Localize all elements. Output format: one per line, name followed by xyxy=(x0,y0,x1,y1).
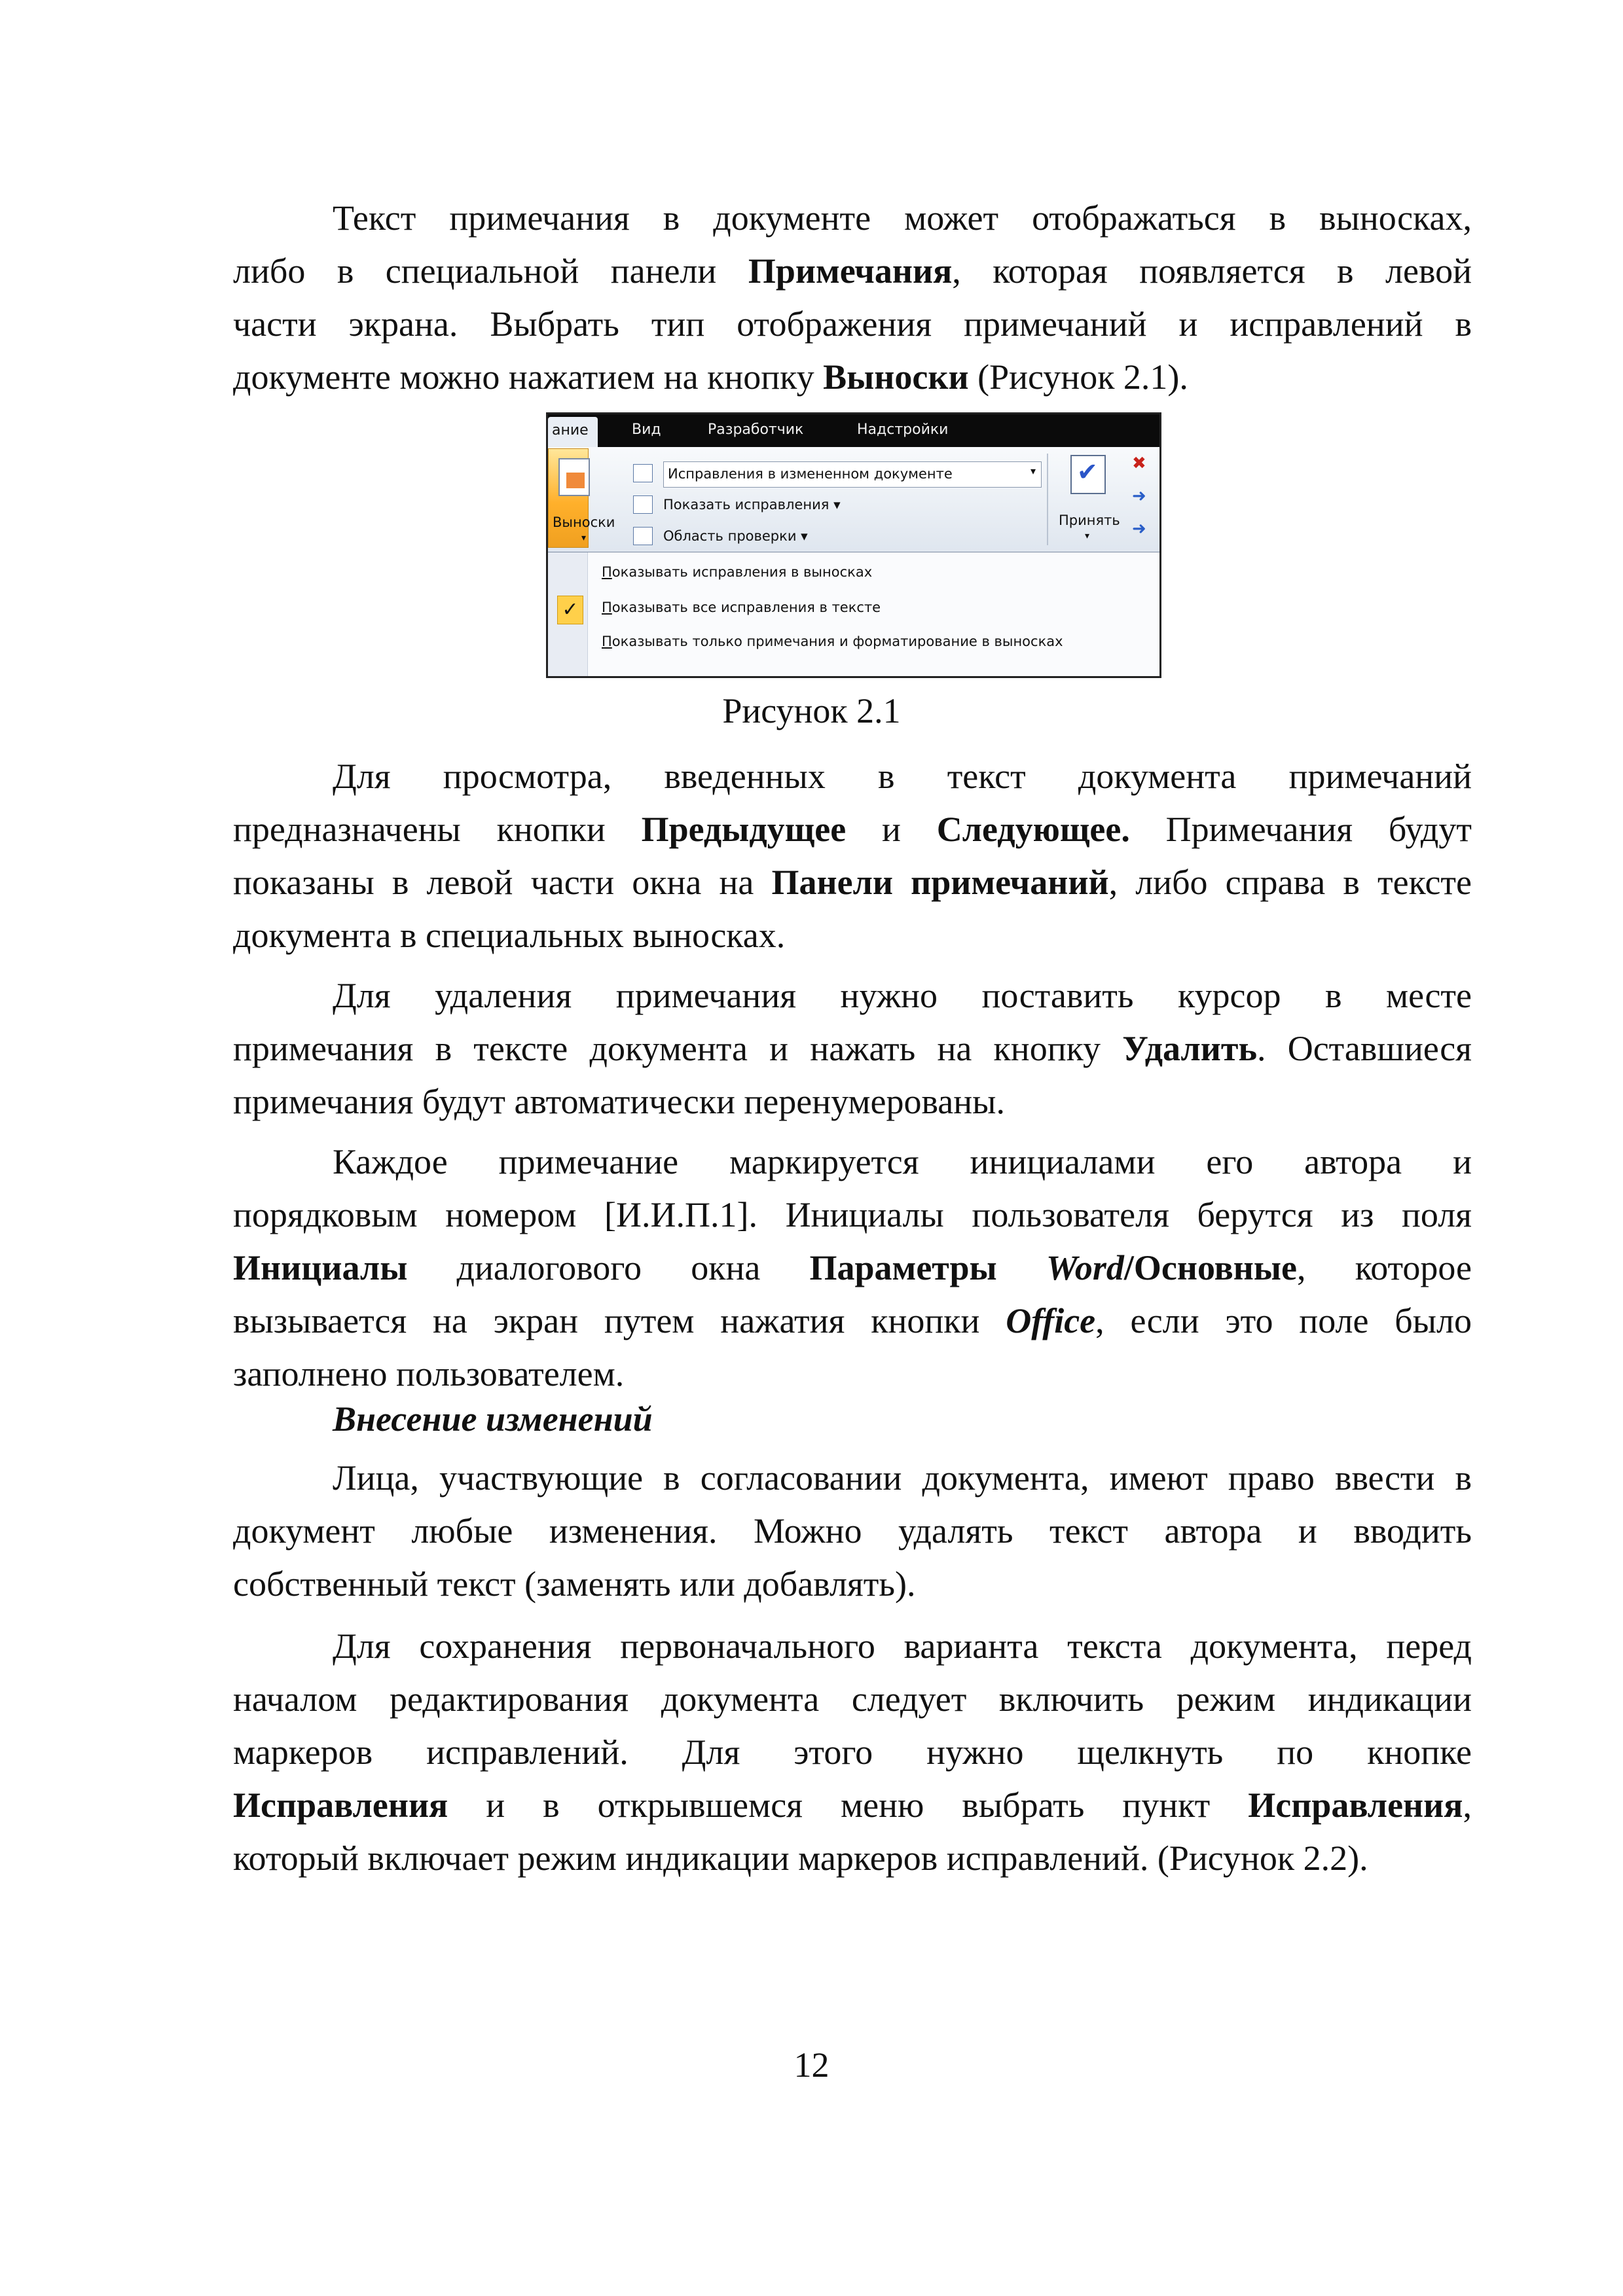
text-line: порядковым номером [И.И.П.1]. Инициалы пользователя берутся из поля xyxy=(233,1195,1472,1234)
text-line: примечания в тексте документа и нажать на кнопку Удалить. Оставшиеся xyxy=(233,1029,1472,1068)
callouts-dropdown-menu xyxy=(548,552,1159,677)
paragraph-1 xyxy=(233,192,1472,404)
chevron-down-icon: ▾ xyxy=(1085,531,1090,541)
accept-button-label: Принять xyxy=(1059,512,1120,528)
group-separator xyxy=(1047,454,1048,545)
paragraph-6 xyxy=(233,1620,1472,1885)
paragraph-4 xyxy=(233,1136,1472,1401)
text-line: показаны в левой части окна на Панели примечаний, либо справа в тексте xyxy=(233,863,1472,902)
reject-icon[interactable]: ✖ xyxy=(1132,454,1146,473)
next-change-icon[interactable]: ➜ xyxy=(1132,519,1146,539)
text-line: Для сохранения первоначального варианта текста документа, перед xyxy=(333,1626,1472,1666)
text-line: который включает режим индикации маркеров исправлений. (Рисунок 2.2). xyxy=(233,1839,1368,1878)
text-line: документ любые изменения. Можно удалять текст автора и вводить xyxy=(233,1511,1472,1551)
paragraph-5 xyxy=(233,1452,1472,1611)
section-heading: Внесение изменений xyxy=(333,1399,653,1439)
tab-developer[interactable]: Разработчик xyxy=(708,422,804,438)
text-line: собственный текст (заменять или добавлять). xyxy=(233,1564,916,1604)
text-line: Инициалы диалогового окна Параметры Word/Основные, которое xyxy=(233,1248,1472,1287)
paragraph-3 xyxy=(233,969,1472,1128)
text-line: части экрана. Выбрать тип отображения примечаний и исправлений в xyxy=(233,304,1472,344)
text-line: маркеров исправлений. Для этого нужно щелкнуть по кнопке xyxy=(233,1732,1472,1772)
text-line: либо в специальной панели Примечания, которая появляется в левой xyxy=(233,251,1472,291)
show-markup-button[interactable] xyxy=(663,497,841,512)
tab-review[interactable]: ание xyxy=(548,417,598,447)
text-line: документе можно нажатием на кнопку Выноски (Рисунок 2.1). xyxy=(233,357,1188,397)
page-number: 12 xyxy=(793,2045,830,2085)
chevron-down-icon: ▾ xyxy=(581,533,587,543)
accept-button[interactable] xyxy=(1052,448,1124,547)
figure-caption: Рисунок 2.1 xyxy=(722,691,901,730)
text-line: предназначены кнопки Предыдущее и Следующее. Примечания будут xyxy=(233,810,1472,849)
paragraph-2 xyxy=(233,750,1472,962)
show-markup-icon xyxy=(633,495,653,514)
tab-addins[interactable]: Надстройки xyxy=(857,422,949,438)
reviewing-pane-button[interactable] xyxy=(663,528,808,544)
text-line: Для просмотра, введенных в текст документа примечаний xyxy=(333,757,1472,796)
reviewing-pane-icon xyxy=(633,527,653,545)
menu-item-show-all-revisions-inline[interactable]: Показывать все исправления в тексте xyxy=(602,600,881,615)
menu-item-show-revisions-in-balloons[interactable]: Показывать исправления в выносках xyxy=(602,564,873,580)
text-line: Лица, участвующие в согласовании документа, имеют право ввести в xyxy=(333,1458,1472,1498)
reviewing-pane-label: Область проверки xyxy=(663,528,797,544)
callouts-button-label: Выноски xyxy=(553,514,615,530)
display-for-review-select[interactable] xyxy=(663,461,1042,488)
chevron-down-icon: ▾ xyxy=(801,528,808,544)
chevron-down-icon: ▾ xyxy=(1030,465,1036,477)
text-line: вызывается на экран путем нажатия кнопки Office, если это поле было xyxy=(233,1301,1472,1340)
menu-item-show-comments-and-formatting[interactable]: Показывать только примечания и форматирование в выносках xyxy=(602,634,1063,649)
text-line: Текст примечания в документе может отображаться в выносках, xyxy=(333,198,1472,238)
chevron-down-icon: ▾ xyxy=(833,497,841,512)
checkmark-icon: ✓ xyxy=(557,596,583,624)
text-line: заполнено пользователем. xyxy=(233,1354,625,1393)
show-markup-label: Показать исправления xyxy=(663,497,830,512)
callouts-button[interactable] xyxy=(548,448,615,548)
callout-doc-icon xyxy=(558,458,590,496)
ribbon-screenshot-figure xyxy=(546,412,1161,678)
accept-icon xyxy=(1070,455,1106,494)
text-line: Каждое примечание маркируется инициалами его автора и xyxy=(333,1142,1472,1181)
text-line: Для удаления примечания нужно поставить курсор в месте xyxy=(333,976,1472,1015)
text-line: Исправления и в открывшемся меню выбрать пункт Исправления, xyxy=(233,1785,1472,1825)
tab-view[interactable]: Вид xyxy=(632,422,661,438)
ribbon-tab-bar xyxy=(548,414,1159,447)
display-for-review-value: Исправления в измененном документе xyxy=(668,466,953,482)
previous-change-icon[interactable]: ➜ xyxy=(1132,486,1146,506)
display-mode-icon xyxy=(633,464,653,482)
text-line: началом редактирования документа следует включить режим индикации xyxy=(233,1679,1472,1719)
text-line: документа в специальных выносках. xyxy=(233,916,786,955)
text-line: примечания будут автоматически перенумерованы. xyxy=(233,1082,1005,1121)
